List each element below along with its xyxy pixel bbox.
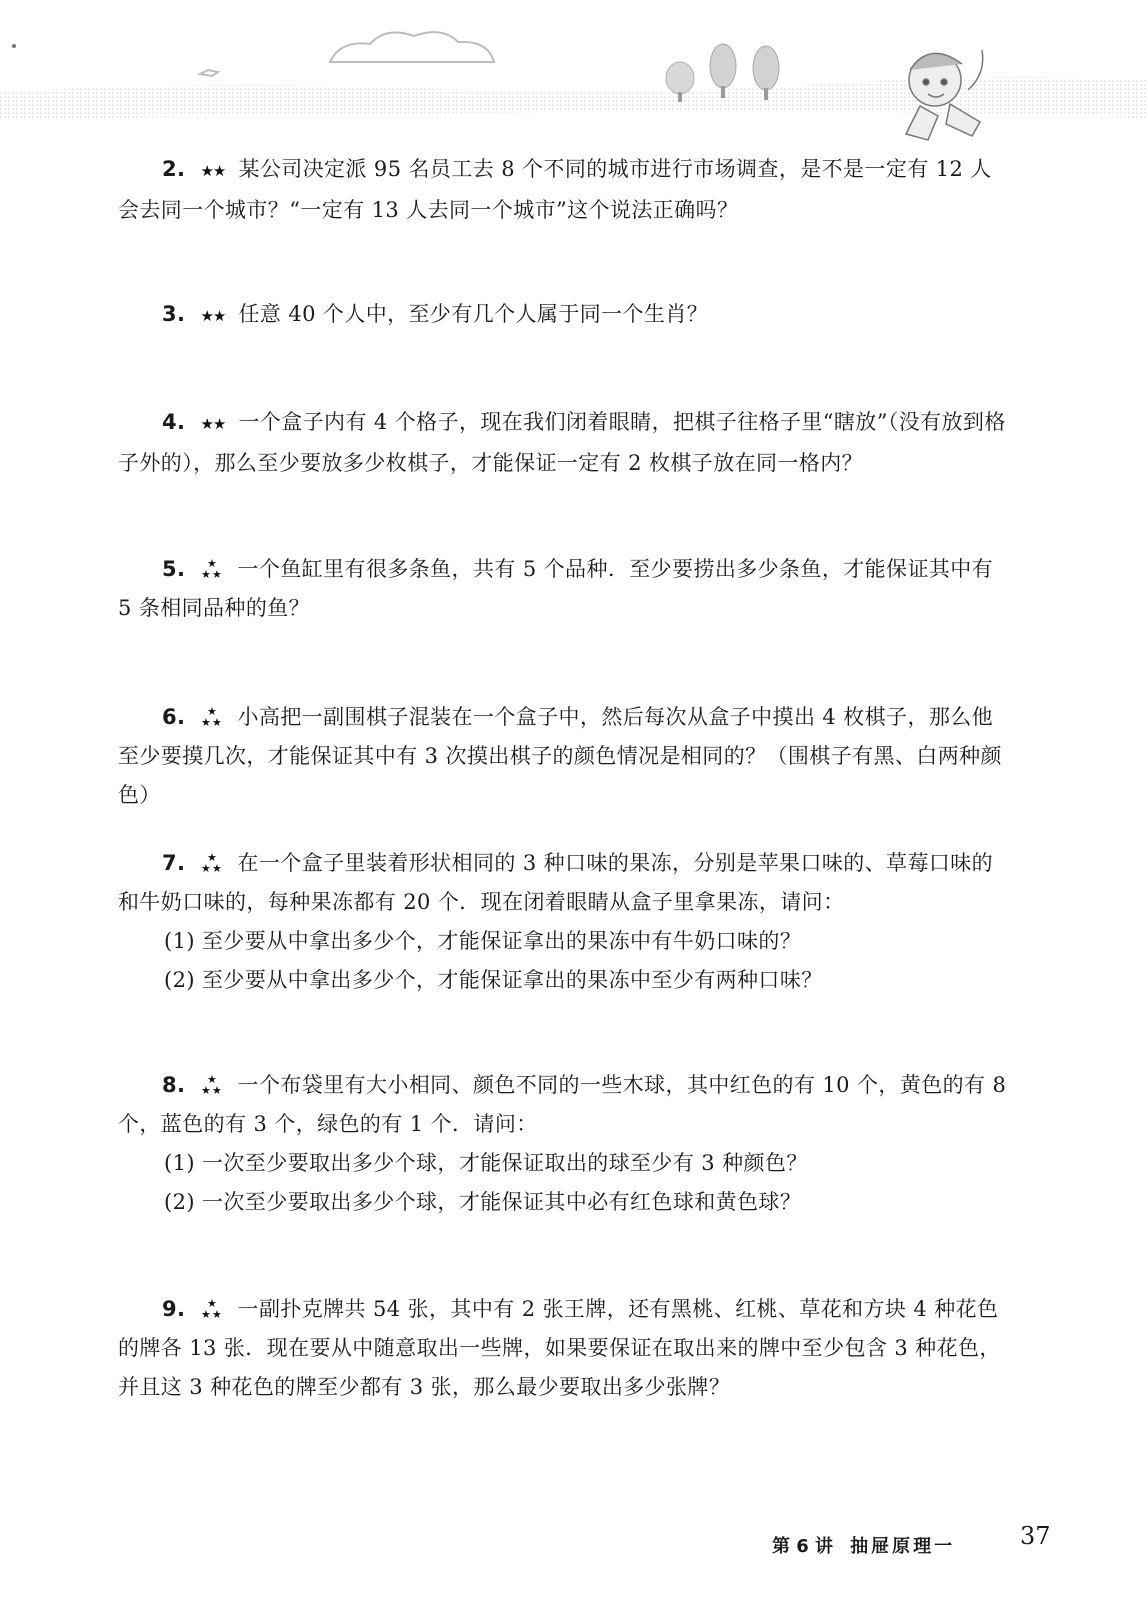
problem-text: 任意 40 个人中，至少有几个人属于同一个生肖？ — [238, 302, 709, 326]
svg-text:★: ★ — [201, 1084, 212, 1095]
problem-text: 在一个盒子里装着形状相同的 3 种口味的果冻，分别是苹果口味的、草莓口味的和牛奶口味的，每种果冻都有 20 个．现在闭着眼睛从盒子里拿果冻，请问： — [118, 851, 994, 914]
problem-text: 一个鱼缸里有很多条鱼，共有 5 个品种．至少要捞出多少条鱼，才能保证其中有 5 条相同品种的鱼？ — [118, 557, 994, 620]
svg-text:★: ★ — [207, 1297, 218, 1310]
page-footer — [772, 1522, 1052, 1558]
header-illustration — [0, 0, 1146, 150]
sub-question: (1) 一次至少要取出多少个球，才能保证取出的球至少有 3 种颜色？ — [164, 1151, 808, 1175]
three-star-difficulty-icon — [200, 851, 224, 873]
problem-text: 一个布袋里有大小相同、颜色不同的一些木球，其中红色的有 10 个，黄色的有 8 个，蓝色的有 3 个，绿色的有 1 个．请问： — [118, 1073, 1007, 1136]
problem-text: 小高把一副围棋子混装在一个盒子中，然后每次从盒子中摸出 4 枚棋子，那么他至少要摸几次，才能保证其中有 3 次摸出棋子的颜色情况是相同的？（围棋子有黑、白两种颜色） — [118, 705, 1002, 807]
svg-text:★: ★ — [207, 705, 218, 718]
problem-6 — [118, 698, 1008, 815]
two-star-difficulty-icon: ★★ — [200, 307, 226, 325]
svg-text:★: ★ — [212, 568, 223, 579]
three-star-difficulty-icon — [200, 1073, 224, 1095]
svg-text:★: ★ — [207, 1073, 218, 1086]
problem-8 — [118, 1066, 1008, 1222]
three-star-difficulty-icon — [200, 557, 224, 579]
problem-number: 2. — [162, 157, 186, 181]
problem-2 — [118, 150, 1008, 230]
svg-text:★: ★ — [201, 1308, 212, 1319]
problem-3 — [118, 295, 1008, 336]
sub-question: (2) 至少要从中拿出多少个，才能保证拿出的果冻中至少有两种口味？ — [164, 968, 823, 992]
svg-text:★: ★ — [201, 568, 212, 579]
problem-number: 3. — [162, 302, 186, 326]
problem-5 — [118, 550, 1008, 628]
sub-question: (1) 至少要从中拿出多少个，才能保证拿出的果冻中有牛奶口味的？ — [164, 929, 802, 953]
svg-text:★: ★ — [201, 716, 212, 727]
two-star-difficulty-icon: ★★ — [200, 162, 226, 180]
cloud-icon — [200, 32, 494, 76]
three-star-difficulty-icon — [200, 705, 224, 727]
problem-text: 某公司决定派 95 名员工去 8 个不同的城市进行市场调查，是不是一定有 12 人会去同一个城市？“一定有 13 人去同一个城市”这个说法正确吗？ — [118, 157, 992, 222]
lesson-number: 第 6 讲 — [772, 1536, 834, 1557]
problem-9 — [118, 1290, 1008, 1407]
svg-text:★: ★ — [212, 1084, 223, 1095]
three-star-difficulty-icon — [200, 1297, 224, 1319]
problem-4 — [118, 403, 1008, 483]
svg-text:★: ★ — [212, 1308, 223, 1319]
problem-7 — [118, 844, 1008, 1000]
problem-number: 9. — [162, 1297, 186, 1321]
svg-text:★: ★ — [212, 716, 223, 727]
two-star-difficulty-icon: ★★ — [200, 415, 226, 433]
problem-text: 一个盒子内有 4 个格子，现在我们闭着眼睛，把棋子往格子里“瞎放”（没有放到格子外的），那么至少要放多少枚棋子，才能保证一定有 2 枚棋子放在同一格内？ — [118, 410, 1006, 475]
problem-number: 7. — [162, 851, 186, 875]
chapter-title: 抽屉原理一 — [850, 1536, 956, 1557]
problem-number: 8. — [162, 1073, 186, 1097]
page-number: 37 — [1020, 1522, 1051, 1550]
svg-text:★: ★ — [212, 862, 223, 873]
problem-number: 4. — [162, 410, 186, 434]
sub-question: (2) 一次至少要取出多少个球，才能保证其中必有红色球和黄色球？ — [164, 1190, 802, 1214]
svg-text:★: ★ — [201, 862, 212, 873]
svg-text:★: ★ — [207, 851, 218, 864]
problem-text: 一副扑克牌共 54 张，其中有 2 张王牌，还有黑桃、红桃、草花和方块 4 种花色的牌各 13 张．现在要从中随意取出一些牌，如果要保证在取出来的牌中至少包含 3 种花色，并且这 3 种花色的牌至少都有 3 张，那么最少要取出多少张牌？ — [118, 1297, 1001, 1399]
svg-text:★: ★ — [207, 557, 218, 570]
problem-number: 6. — [162, 705, 186, 729]
problem-number: 5. — [162, 557, 186, 581]
